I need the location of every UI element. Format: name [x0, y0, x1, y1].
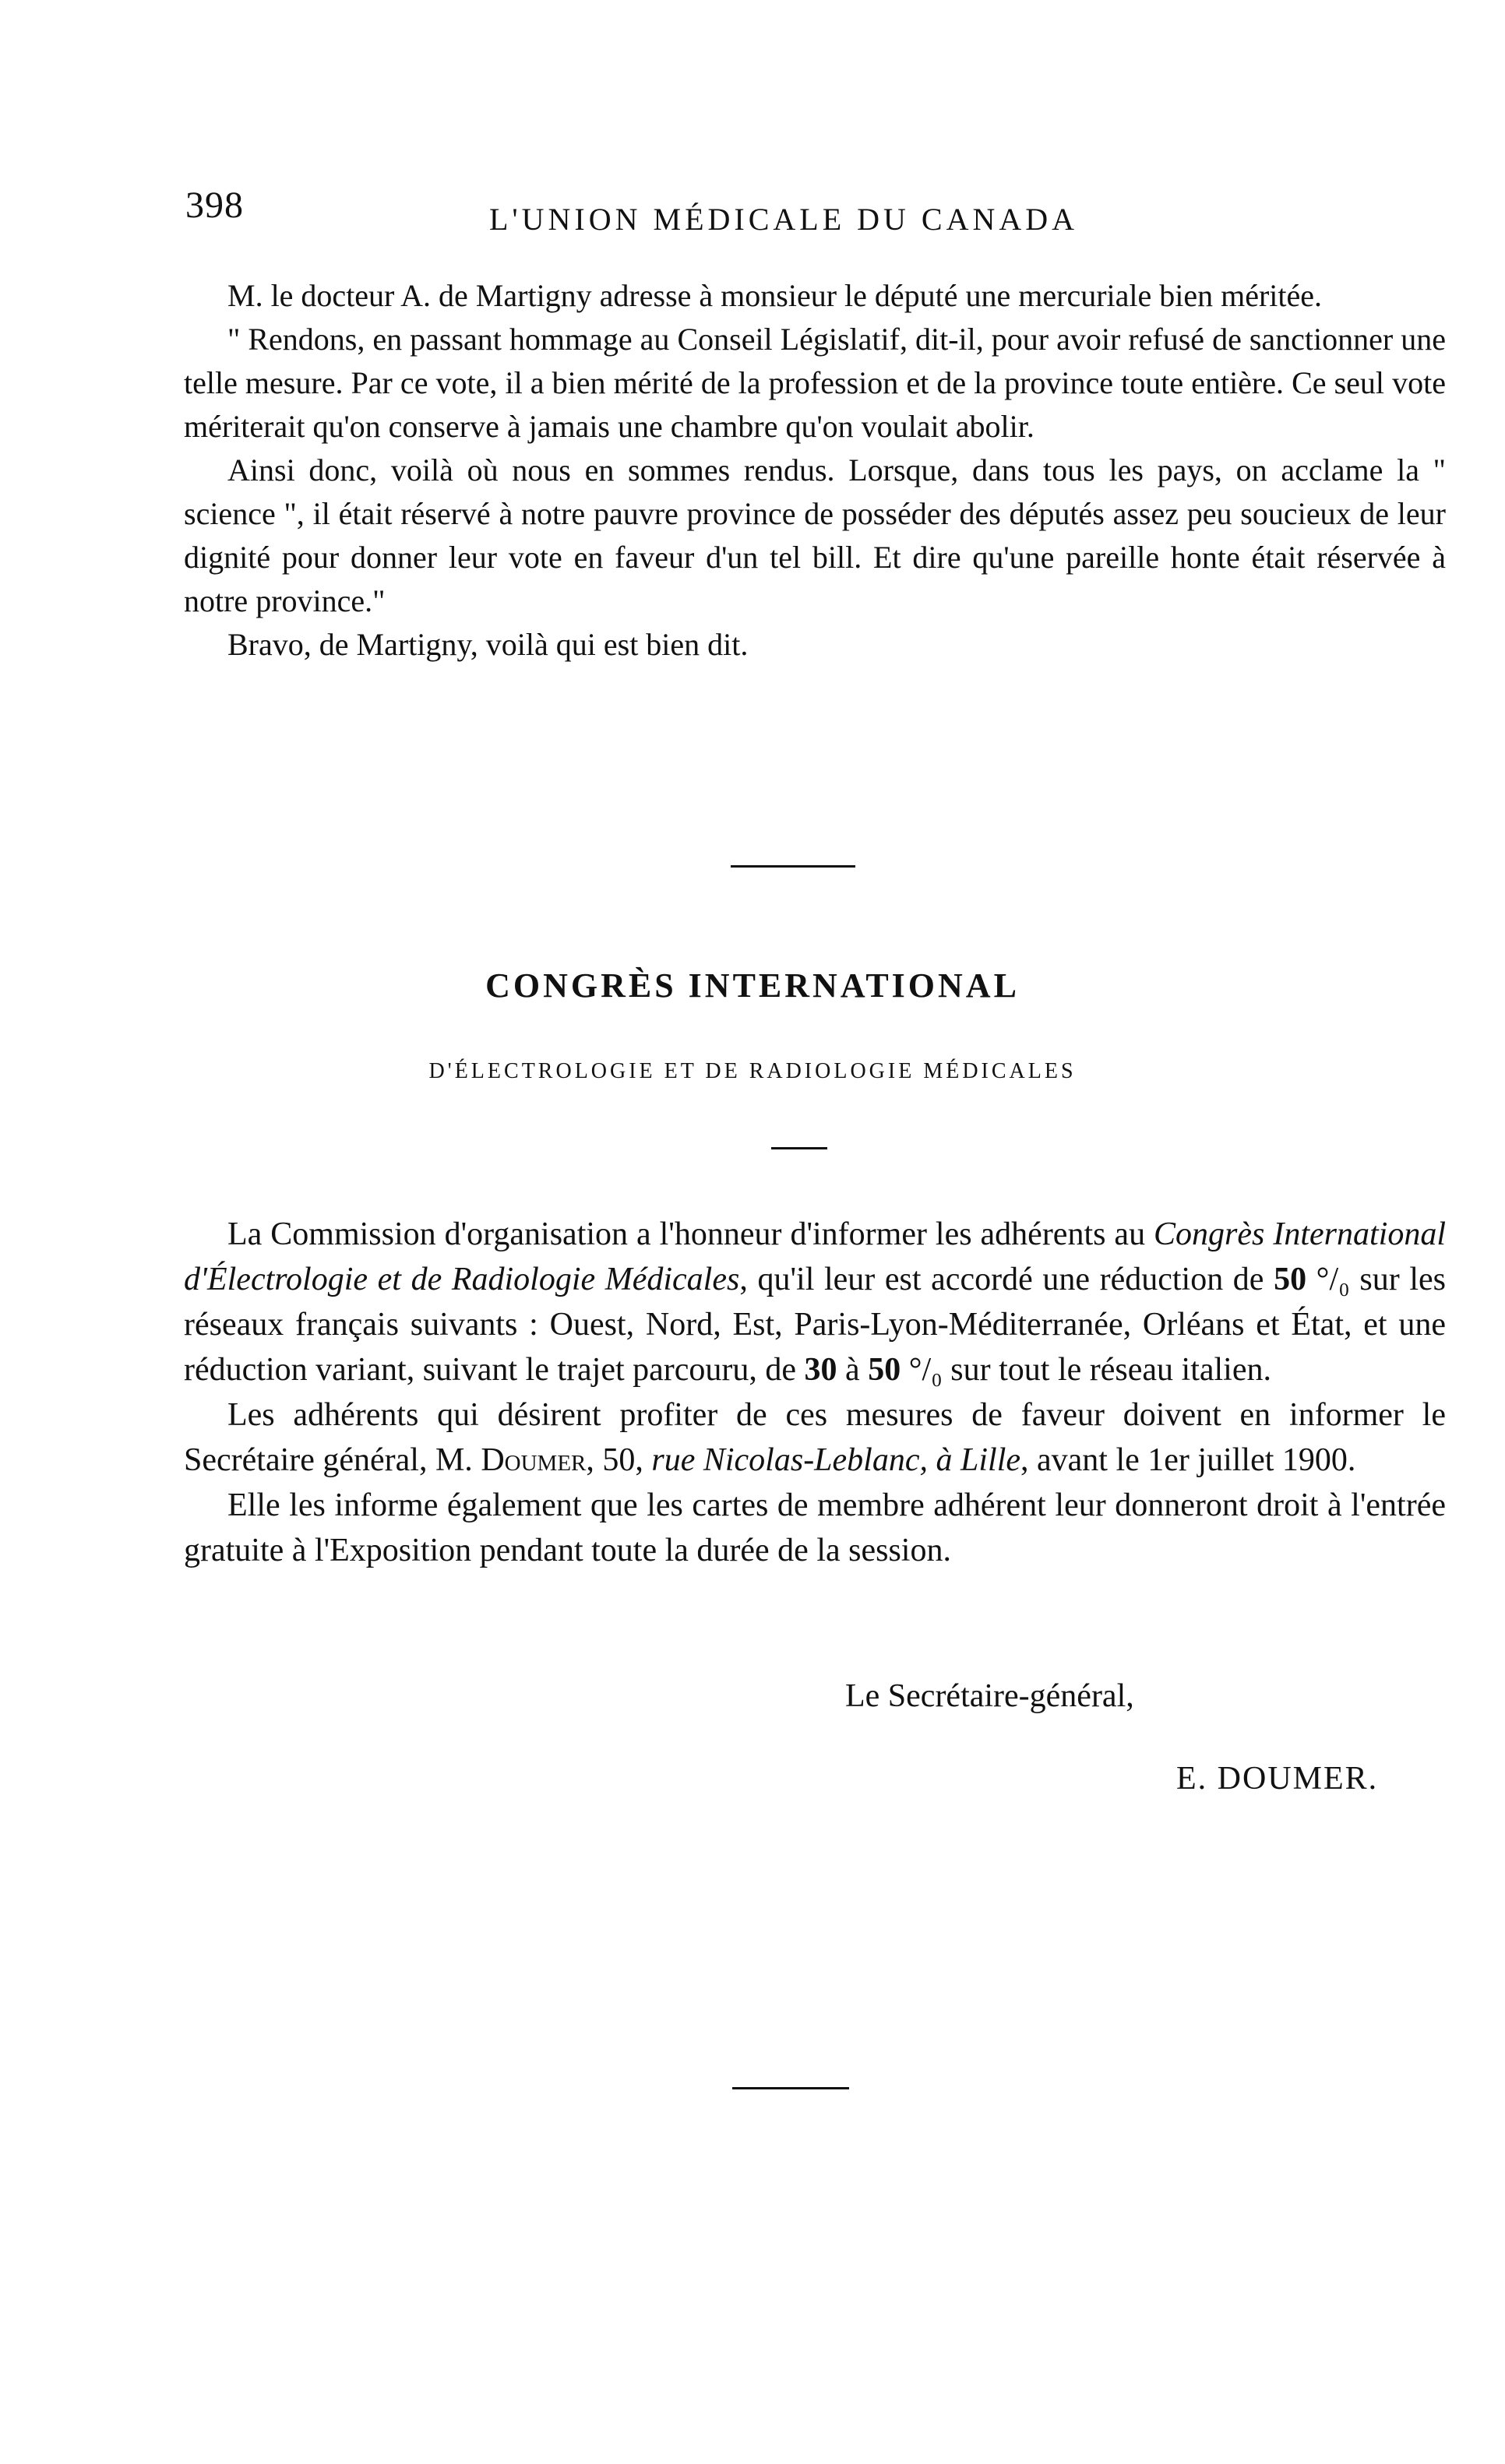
paragraph: Ainsi donc, voilà où nous en sommes rendus. Lorsque, dans tous les pays, on acclame la " science ", il était réservé à notre pauvre province de posséder des députés assez peu soucieux de leur dignité pour donner leur vote en faveur d'un tel bill. Et dire qu'une pareille honte était réservée à notre province." — [184, 452, 1446, 618]
title-divider — [771, 1147, 827, 1149]
text-run: , qu'il leur est accordé une réduction de — [739, 1262, 1274, 1297]
text-run: °/₀ sur les réseaux français suivants : Ouest, Nord, Est, Paris-Lyon-Méditerranée, Orléans et État, et une réduction variant, suivant le trajet parcouru, de — [184, 1262, 1447, 1388]
end-divider — [732, 2087, 849, 2089]
text-run: à — [837, 1352, 869, 1388]
top-text-block — [184, 274, 1446, 667]
address: rue Nicolas-Leblanc, à Lille — [651, 1442, 1021, 1478]
paragraph — [184, 1212, 1446, 1392]
announcement-block — [184, 1212, 1446, 1573]
text-run: , 50, — [586, 1442, 652, 1478]
text-run: Les adhérents qui désirent profiter de ces mesures de faveur doivent en informer le Secrétaire général, M. — [184, 1397, 1446, 1478]
paragraph: Elle les informe également que les cartes de membre adhérent leur donneront droit à l'entrée gratuite à l'Exposition pendant toute la durée de la session. — [184, 1487, 1446, 1568]
signature-name: E. DOUMER. — [1176, 1761, 1379, 1797]
section-divider — [731, 865, 855, 868]
section-title: CONGRÈS INTERNATIONAL — [485, 966, 1020, 1005]
paragraph: Bravo, de Martigny, voilà qui est bien dit. — [227, 627, 749, 662]
percentage: 50 — [1274, 1262, 1307, 1297]
percentage: 50 — [868, 1352, 901, 1388]
signature-title: Le Secrétaire-général, — [845, 1678, 1134, 1714]
paragraph — [184, 1392, 1446, 1483]
text-run: La Commission d'organisation a l'honneur d'informer les adhérents au — [227, 1216, 1154, 1252]
running-head: L'UNION MÉDICALE DU CANADA — [489, 202, 1079, 237]
congress-name: Congrès International d'Électrologie et de Radiologie Médicales — [184, 1216, 1446, 1297]
section-subtitle: D'ÉLECTROLOGIE ET DE RADIOLOGIE MÉDICALES — [428, 1059, 1077, 1083]
paragraph: M. le docteur A. de Martigny adresse à monsieur le député une mercuriale bien méritée. — [227, 278, 1323, 313]
percentage: 30 — [804, 1352, 837, 1388]
secretary-name: Doumer — [481, 1442, 587, 1478]
text-run: °/₀ sur tout le réseau italien. — [901, 1352, 1271, 1388]
text-run: , avant le 1er juillet 1900. — [1020, 1442, 1356, 1478]
page-number: 398 — [185, 185, 244, 226]
paragraph: " Rendons, en passant hommage au Conseil Législatif, dit-il, pour avoir refusé de sanctionner une telle mesure. Par ce vote, il a bien mérité de la profession et de la province toute entière. Ce seul vote mériterait qu'on conserve à jamais une chambre qu'on voulait abolir. — [184, 322, 1446, 444]
